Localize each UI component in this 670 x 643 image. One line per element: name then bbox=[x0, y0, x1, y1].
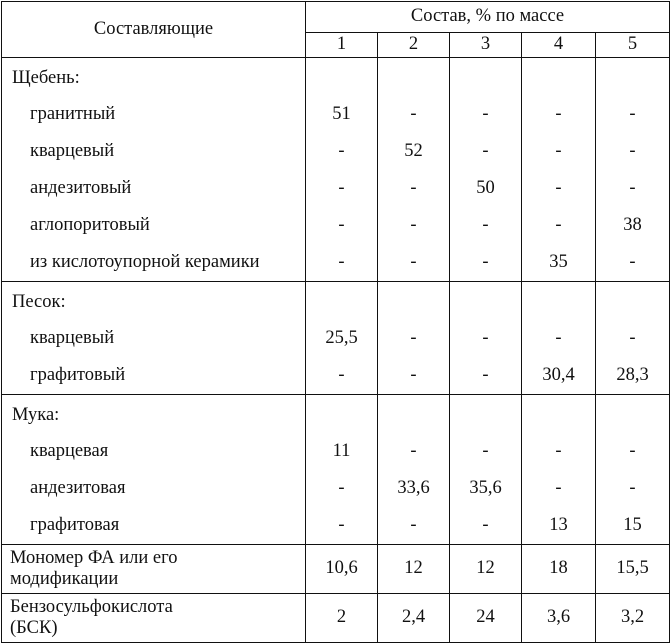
group-flour bbox=[2, 395, 670, 545]
table-row bbox=[2, 470, 670, 507]
cell-value: - bbox=[450, 96, 522, 133]
cell-value: - bbox=[522, 133, 596, 170]
cell-value: 50 bbox=[450, 170, 522, 207]
cell-value: 15 bbox=[596, 507, 670, 545]
group-title-row bbox=[2, 282, 670, 321]
cell-value: - bbox=[596, 320, 670, 357]
cell-value: - bbox=[378, 320, 450, 357]
table-row bbox=[2, 507, 670, 545]
column-header-4: 4 bbox=[522, 33, 596, 58]
cell-value: 3,6 bbox=[522, 594, 596, 643]
cell-value: 11 bbox=[306, 433, 378, 470]
cell-value: - bbox=[522, 433, 596, 470]
table-row bbox=[2, 545, 670, 594]
table-row bbox=[2, 594, 670, 643]
group-crushed-stone bbox=[2, 58, 670, 282]
row-name: графитовый bbox=[2, 357, 306, 395]
cell-value: - bbox=[596, 133, 670, 170]
cell-value: - bbox=[596, 170, 670, 207]
group-title: Щебень: bbox=[2, 58, 306, 97]
group-title: Мука: bbox=[2, 395, 306, 434]
row-name: андезитовая bbox=[2, 470, 306, 507]
table-row bbox=[2, 207, 670, 244]
cell-value: 51 bbox=[306, 96, 378, 133]
cell-value: - bbox=[596, 433, 670, 470]
cell-value: 13 bbox=[522, 507, 596, 545]
cell-value: - bbox=[378, 244, 450, 282]
row-name: из кислотоупорной керамики bbox=[2, 244, 306, 282]
row-name: кварцевый bbox=[2, 320, 306, 357]
row-name: кварцевый bbox=[2, 133, 306, 170]
cell-value: - bbox=[522, 96, 596, 133]
row-name-line: (БСК) bbox=[10, 618, 58, 638]
cell-value: 24 bbox=[450, 594, 522, 643]
cell-value: 25,5 bbox=[306, 320, 378, 357]
cell-value: - bbox=[378, 357, 450, 395]
column-header-3: 3 bbox=[450, 33, 522, 58]
row-name: гранитный bbox=[2, 96, 306, 133]
cell-value: - bbox=[450, 433, 522, 470]
cell-value: - bbox=[596, 244, 670, 282]
table-row bbox=[2, 244, 670, 282]
cell-value: - bbox=[378, 170, 450, 207]
cell-value: - bbox=[306, 507, 378, 545]
cell-value: 38 bbox=[596, 207, 670, 244]
cell-value: - bbox=[306, 170, 378, 207]
cell-value: 28,3 bbox=[596, 357, 670, 395]
cell-value: - bbox=[306, 133, 378, 170]
cell-value: 10,6 bbox=[306, 545, 378, 594]
component-header: Составляющие bbox=[2, 2, 306, 58]
row-name bbox=[2, 594, 306, 643]
cell-value: - bbox=[378, 507, 450, 545]
table-row bbox=[2, 320, 670, 357]
column-header-1: 1 bbox=[306, 33, 378, 58]
cell-value: 12 bbox=[450, 545, 522, 594]
row-name: андезитовый bbox=[2, 170, 306, 207]
table-row bbox=[2, 433, 670, 470]
cell-value: - bbox=[450, 357, 522, 395]
composition-table-container bbox=[1, 1, 669, 638]
table-row bbox=[2, 133, 670, 170]
cell-value: - bbox=[522, 470, 596, 507]
row-name: аглопоритовый bbox=[2, 207, 306, 244]
cell-value: 15,5 bbox=[596, 545, 670, 594]
cell-value: 35,6 bbox=[450, 470, 522, 507]
table-row bbox=[2, 170, 670, 207]
row-name-line: Бензосульфокислота bbox=[10, 597, 173, 618]
cell-value: - bbox=[306, 207, 378, 244]
cell-value: 30,4 bbox=[522, 357, 596, 395]
cell-value: - bbox=[378, 207, 450, 244]
header-row bbox=[2, 2, 670, 33]
row-name: графитовая bbox=[2, 507, 306, 545]
cell-value: 18 bbox=[522, 545, 596, 594]
standalone-rows bbox=[2, 545, 670, 643]
composition-header: Состав, % по массе bbox=[306, 2, 670, 33]
column-header-2: 2 bbox=[378, 33, 450, 58]
cell-value: - bbox=[522, 170, 596, 207]
table-row bbox=[2, 357, 670, 395]
cell-value: - bbox=[306, 357, 378, 395]
cell-value: - bbox=[378, 433, 450, 470]
cell-value: - bbox=[306, 470, 378, 507]
cell-value: - bbox=[522, 320, 596, 357]
cell-value: 35 bbox=[522, 244, 596, 282]
column-header-5: 5 bbox=[596, 33, 670, 58]
cell-value: 2,4 bbox=[378, 594, 450, 643]
cell-value: - bbox=[522, 207, 596, 244]
group-title-row bbox=[2, 58, 670, 97]
cell-value: 33,6 bbox=[378, 470, 450, 507]
row-name bbox=[2, 545, 306, 594]
row-name-line: модификации bbox=[10, 569, 119, 589]
composition-table bbox=[1, 1, 670, 643]
cell-value: - bbox=[306, 244, 378, 282]
cell-value: - bbox=[450, 207, 522, 244]
cell-value: - bbox=[450, 244, 522, 282]
cell-value: - bbox=[596, 470, 670, 507]
group-title-row bbox=[2, 395, 670, 434]
group-title: Песок: bbox=[2, 282, 306, 321]
cell-value: 2 bbox=[306, 594, 378, 643]
cell-value: - bbox=[378, 96, 450, 133]
table-row bbox=[2, 96, 670, 133]
cell-value: 12 bbox=[378, 545, 450, 594]
cell-value: - bbox=[450, 320, 522, 357]
cell-value: - bbox=[450, 133, 522, 170]
cell-value: 3,2 bbox=[596, 594, 670, 643]
cell-value: 52 bbox=[378, 133, 450, 170]
row-name-line: Мономер ФА или его bbox=[10, 548, 178, 569]
cell-value: - bbox=[596, 96, 670, 133]
row-name: кварцевая bbox=[2, 433, 306, 470]
cell-value: - bbox=[450, 507, 522, 545]
group-sand bbox=[2, 282, 670, 395]
